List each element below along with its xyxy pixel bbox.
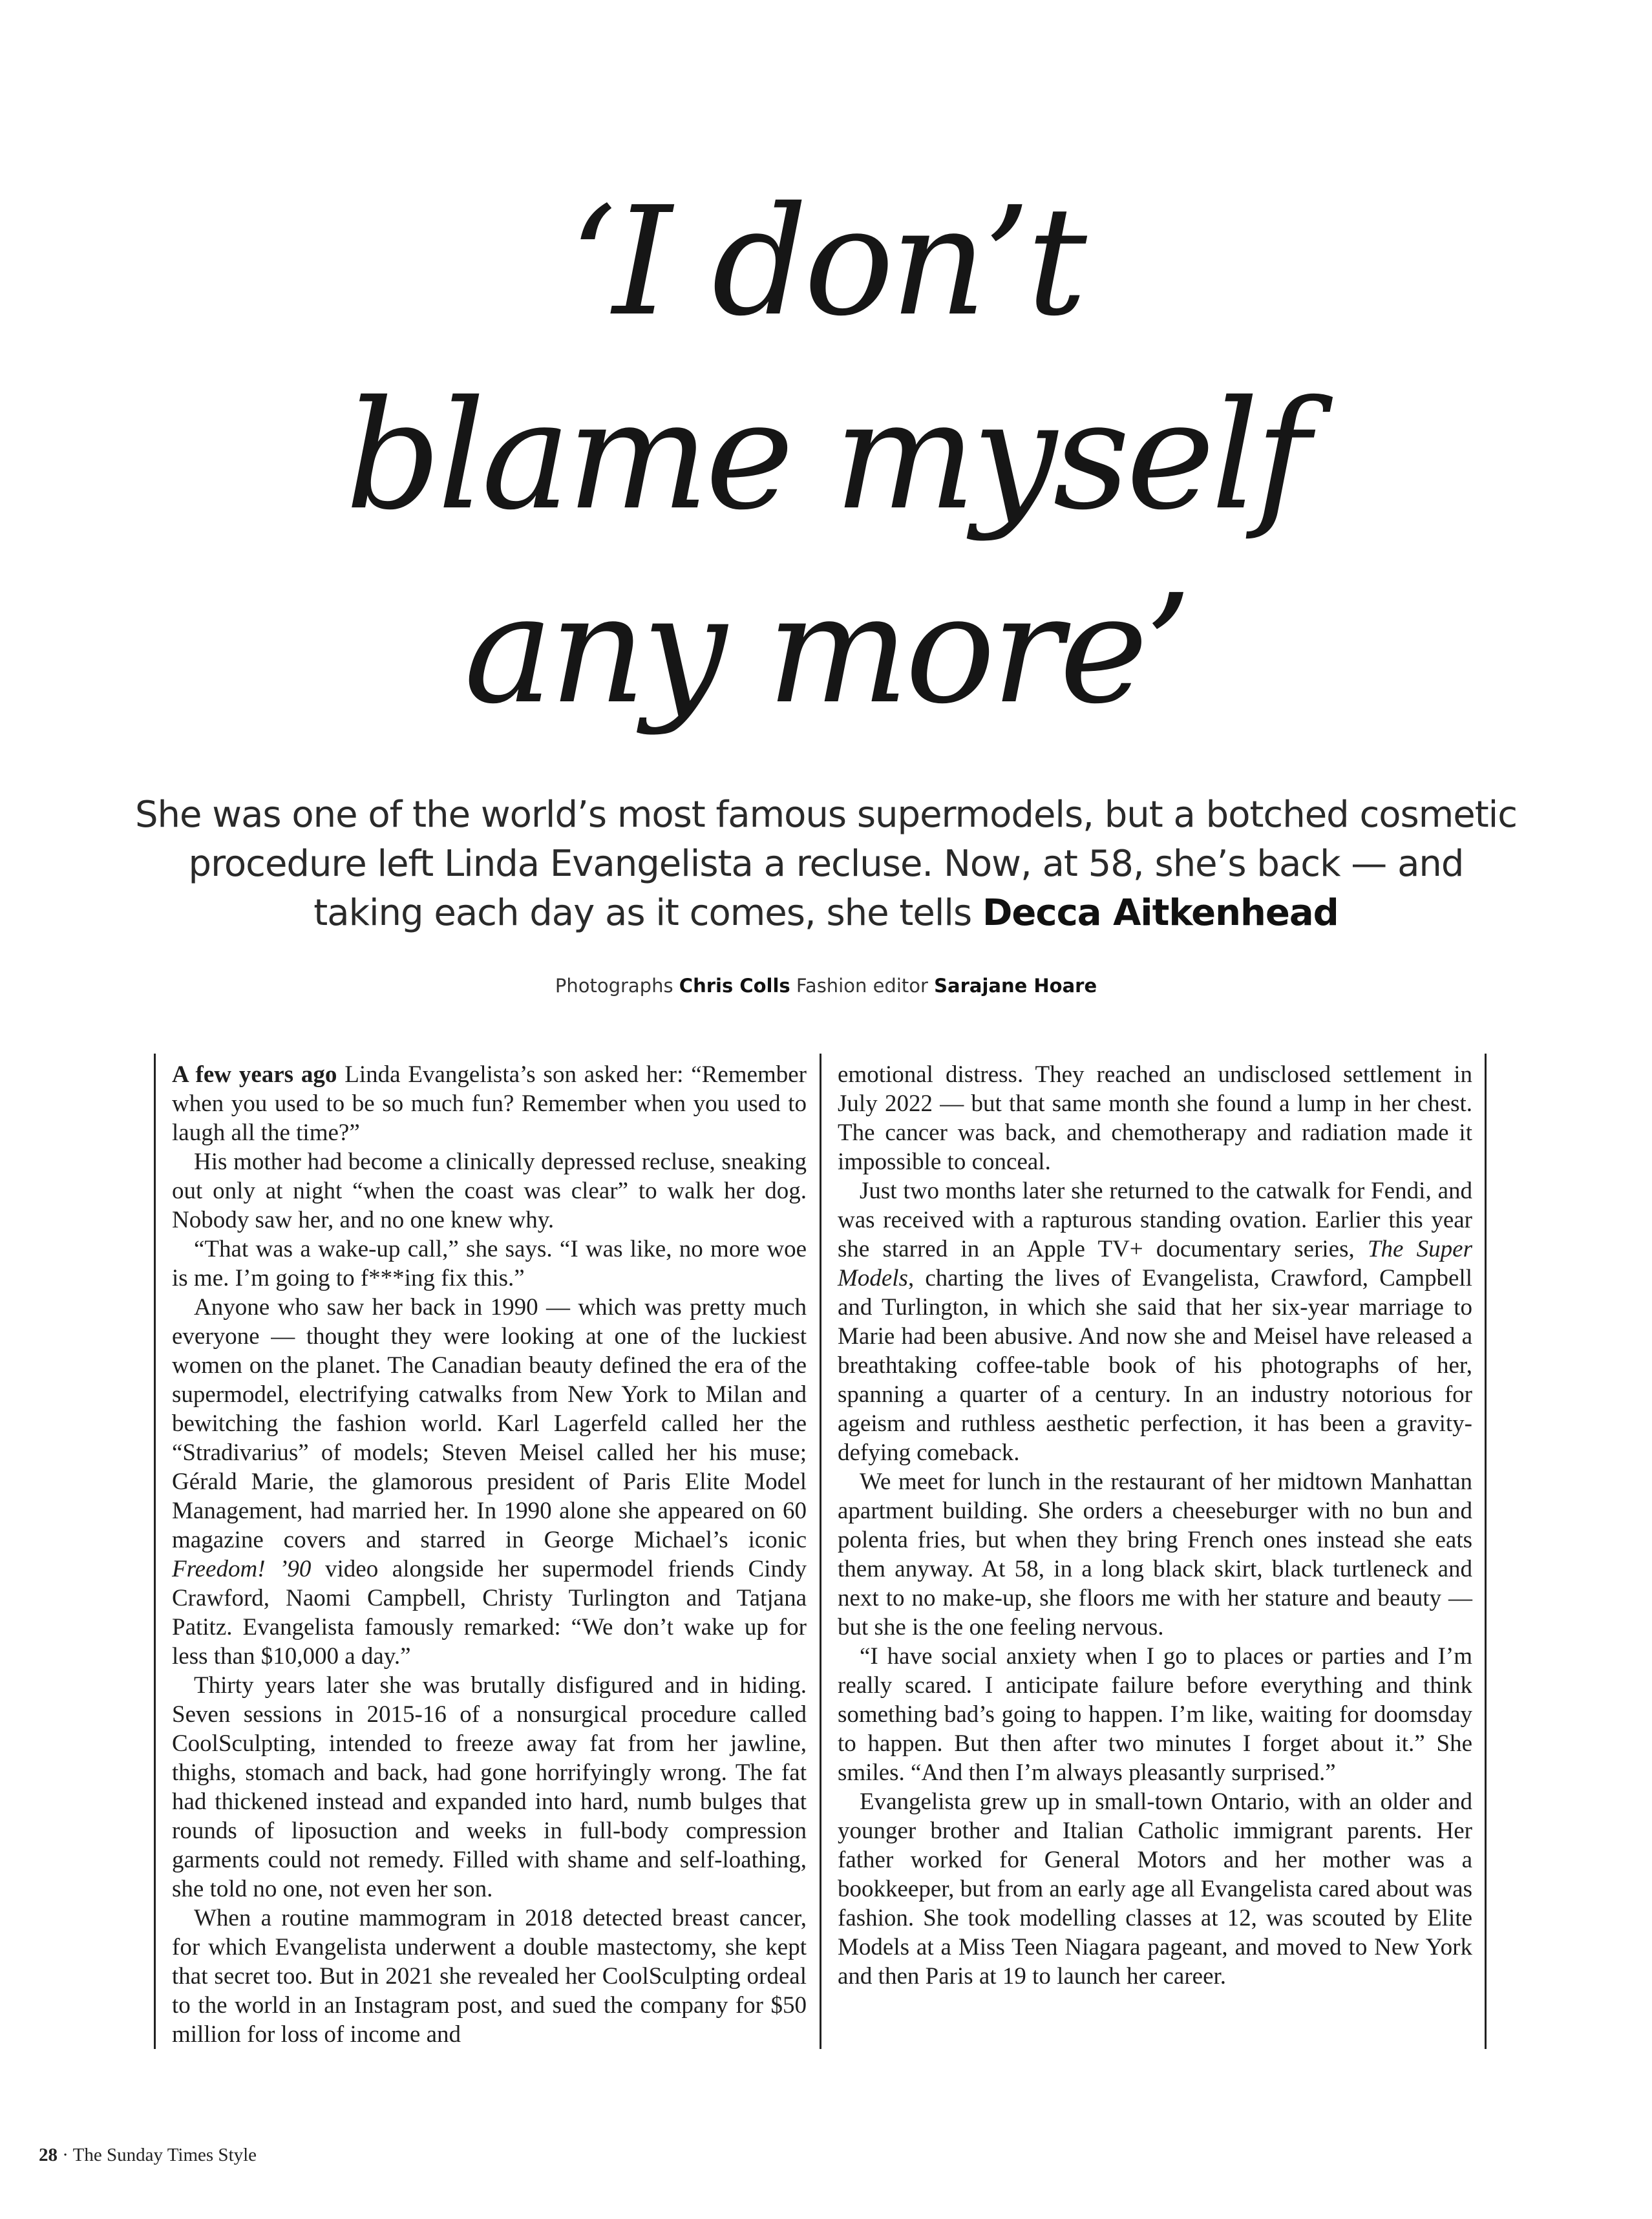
column-rule-middle	[820, 1054, 821, 2049]
standfirst	[129, 791, 1523, 938]
article-column-1	[172, 1060, 807, 2049]
paragraph: “That was a wake-up call,” she says. “I was like, no more woe is me. I’m going to f***ing fix this.”	[172, 1236, 807, 1291]
author-name: Decca Aitkenhead	[982, 892, 1339, 934]
paragraph	[172, 1293, 807, 1671]
paragraph-text: Linda Evangelista’s son asked her: “Remember when you used to be so much fun? Remember when you used to laugh all the time?”	[172, 1061, 807, 1146]
paragraph: “I have social anxiety when I go to places or parties and I’m really scared. I anticipate failure before everything and think something bad’s going to happen. I’m like, waiting for doomsday to happen. But then after two minutes I forget about it.” She smiles. “And then I’m always pleasantly surprised.”	[838, 1643, 1472, 1786]
video-title: Freedom! ’90	[172, 1556, 312, 1582]
headline-line-3: any more’	[463, 562, 1189, 737]
paragraph-text: Anyone who saw her back in 1990 — which was pretty much everyone — thought they were looking at one of the luckiest women on the planet. The Canadian beauty defined the era of the supermodel, electrifying catwalks from New York to Milan and bewitching the fashion world. Karl Lagerfeld called her the “Stradivarius” of models; Steven Meisel called her his muse; Gérald Marie, the glamorous president of Paris Elite Model Management, had married her. In 1990 alone she appeared on 60 magazine covers and starred in George Michael’s iconic	[172, 1294, 807, 1553]
page-footer	[39, 2143, 257, 2167]
paragraph: emotional distress. They reached an undisclosed settlement in July 2022 — but that same month she found a lump in her chest. The cancer was back, and chemotherapy and radiation made it impossible to conceal.	[838, 1061, 1472, 1175]
page-number: 28	[39, 2145, 58, 2165]
column-rule-right	[1485, 1054, 1487, 2049]
paragraph: When a routine mammogram in 2018 detected breast cancer, for which Evangelista underwent a double mastectomy, she kept that secret too. But in 2021 she revealed her CoolSculpting ordeal to the world in an Instagram post, and sued the company for $50 million for loss of income and	[172, 1905, 807, 2048]
photo-credits	[0, 973, 1652, 999]
paragraph	[172, 1060, 807, 1147]
paragraph: We meet for lunch in the restaurant of her midtown Manhattan apartment building. She orders a cheeseburger with no bun and polenta fries, but when they bring French ones instead she eats them anyway. At 58, in a long black skirt, black turtleneck and next to no make-up, she floors me with her stature and beauty — but she is the one feeling nervous.	[838, 1469, 1472, 1640]
paragraph-text: Just two months later she returned to the catwalk for Fendi, and was received with a rapturous standing ovation. Earlier this year she starred in an Apple TV+ documentary series,	[838, 1178, 1472, 1262]
paragraph: Thirty years later she was brutally disfigured and in hiding. Seven sessions in 2015-16 of a nonsurgical procedure called CoolSculpting, intended to freeze away fat from her jawline, thighs, stomach and back, had gone horrifyingly wrong. The fat had thickened instead and expanded into hard, numb bulges that rounds of liposuction and weeks in full-body compression garments could not remedy. Filled with shame and self-loathing, she told no one, not even her son.	[172, 1672, 807, 1902]
paragraph-text: , charting the lives of Evangelista, Crawford, Campbell and Turlington, in which she said that her six-year marriage to Marie had been abusive. And now she and Meisel have released a breathtaking coffee-table book of his photographs of her, spanning a quarter of a century. In an industry notorious for ageism and ruthless aesthetic perfection, it has been a gravity-defying comeback.	[838, 1265, 1472, 1466]
paragraph: His mother had become a clinically depressed recluse, sneaking out only at night “when the coast was clear” to walk her dog. Nobody saw her, and no one knew why.	[172, 1149, 807, 1233]
paragraph: Evangelista grew up in small-town Ontario, with an older and younger brother and Italian Catholic immigrant parents. Her father worked for General Motors and her mother was a bookkeeper, but from an early age all Evangelista cared about was fashion. She took modelling classes at 12, was scouted by Elite Models at a Miss Teen Niagara pageant, and moved to New York and then Paris at 19 to launch her career.	[838, 1789, 1472, 1990]
headline-line-2: blame myself	[345, 368, 1307, 543]
paragraph-text: video alongside her supermodel friends Cindy Crawford, Naomi Campbell, Christy Turlington and Tatjana Patitz. Evangelista famously remarked: “We don’t wake up for less than $10,000 a day.”	[172, 1556, 807, 1670]
lead-in: A few years ago	[172, 1061, 337, 1088]
headline-line-1: ‘I don’t	[569, 175, 1083, 349]
column-rule-left	[154, 1054, 156, 2049]
article-column-2	[838, 1060, 1472, 1991]
headline	[0, 165, 1652, 747]
photographer-name: Chris Colls	[679, 975, 790, 997]
fashion-editor-name: Sarajane Hoare	[934, 975, 1097, 997]
footer-separator: ·	[62, 2145, 69, 2165]
publication-name: The Sunday Times Style	[72, 2145, 257, 2165]
series-title: The Super Models	[838, 1236, 1473, 1291]
photographs-label: Photographs	[555, 975, 673, 997]
standfirst-text: She was one of the world’s most famous supermodels, but a botched cosmetic procedure left Linda Evangelista a recluse. Now, at 58, she’s back — and taking each day as it comes, she tells	[134, 794, 1518, 934]
paragraph	[838, 1176, 1472, 1467]
fashion-editor-label: Fashion editor	[796, 975, 928, 997]
